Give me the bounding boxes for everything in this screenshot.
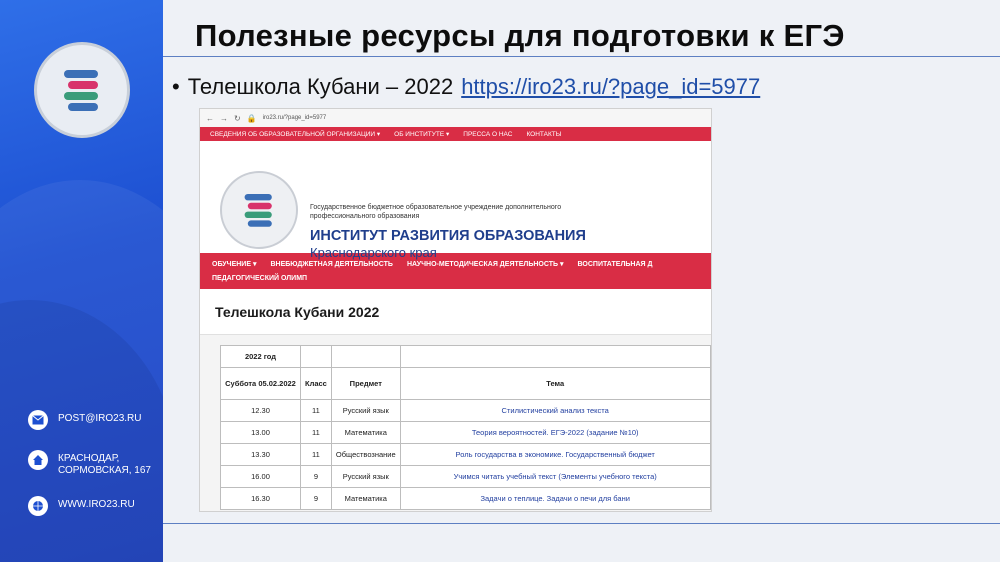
org-region: Краснодарского края (310, 245, 437, 260)
iro-logo (34, 42, 130, 138)
time-cell: 13.30 (221, 444, 301, 466)
contact-website[interactable] (28, 496, 135, 516)
table-cell (301, 346, 332, 368)
grade-cell: 11 (301, 444, 332, 466)
header-subject: Предмет (331, 368, 400, 400)
home-icon (28, 450, 48, 470)
reload-icon: ↻ (234, 113, 241, 123)
sidebar (0, 0, 163, 562)
subject-cell: Математика (331, 488, 400, 510)
contact-address-text: КРАСНОДАР, СОРМОВСКАЯ, 167 (58, 453, 151, 476)
subject-cell: Обществознание (331, 444, 400, 466)
table-cell (400, 346, 710, 368)
page-title: Телешкола Кубани 2022 (200, 289, 711, 335)
org-name: ИНСТИТУТ РАЗВИТИЯ ОБРАЗОВАНИЯ (310, 228, 586, 244)
subject-cell: Русский язык (331, 466, 400, 488)
time-cell: 16.30 (221, 488, 301, 510)
table-row (221, 400, 711, 422)
grade-cell: 9 (301, 488, 332, 510)
main-nav-item: ОБУЧЕНИЕ ▾ (212, 261, 257, 268)
main-nav-item: ВОСПИТАТЕЛЬНАЯ Д (577, 260, 653, 268)
grade-cell: 11 (301, 422, 332, 444)
topic-link: Задачи о теплице. Задачи о печи для бани (400, 488, 710, 510)
main-nav-item: НАУЧНО-МЕТОДИЧЕСКАЯ ДЕЯТЕЛЬНОСТЬ ▾ (406, 261, 564, 268)
grade-cell: 9 (301, 466, 332, 488)
browser-address-bar (200, 109, 711, 127)
table-header-row (221, 368, 711, 400)
contact-email[interactable] (28, 410, 142, 430)
contact-email-text: POST@IRO23.RU (58, 413, 142, 424)
top-nav-item: ПРЕССА О НАС (463, 130, 513, 138)
top-nav-item: ОБ ИНСТИТУТЕ ▾ (394, 131, 450, 138)
bullet-text: Телешкола Кубани – 2022 (187, 74, 454, 99)
time-cell: 16.00 (221, 466, 301, 488)
topic-link: Теория вероятностей. ЕГЭ-2022 (задание №10) (400, 422, 710, 444)
bullet-item (172, 74, 760, 100)
mail-icon (28, 410, 48, 430)
site-header (200, 141, 711, 260)
topic-link: Роль государства в экономике. Государственный бюджет (400, 444, 710, 466)
page-content (200, 335, 711, 512)
forward-icon: → (220, 113, 228, 123)
grade-cell: 11 (301, 400, 332, 422)
time-cell: 12.30 (221, 400, 301, 422)
bullet-link[interactable]: https://iro23.ru/?page_id=5977 (461, 74, 761, 99)
topic-link: Учимся читать учебный текст (Элементы учебного текста) (400, 466, 710, 488)
table-row (221, 346, 711, 368)
bullet-marker: • (172, 74, 180, 99)
main-nav-item: ВНЕБЮДЖЕТНАЯ ДЕЯТЕЛЬНОСТЬ (270, 260, 393, 268)
slide-title: Полезные ресурсы для подготовки к ЕГЭ (195, 18, 845, 53)
main-nav-item: ПЕДАГОГИЧЕСКИЙ ОЛИМП (212, 274, 308, 282)
table-row (221, 466, 711, 488)
title-divider (163, 56, 1000, 57)
url-text: iro23.ru/?page_id=5977 (262, 115, 327, 121)
table-row (221, 488, 711, 510)
schedule-table (220, 345, 711, 510)
org-description: Государственное бюджетное образовательное учреждение дополнительного профессионального образования (310, 204, 562, 220)
day-cell: Суббота 05.02.2022 (221, 368, 301, 400)
back-icon: ← (206, 113, 214, 123)
site-logo (220, 171, 298, 249)
contact-address (28, 450, 158, 477)
contact-website-text: WWW.IRO23.RU (58, 499, 135, 510)
header-topic: Тема (400, 368, 710, 400)
table-row (221, 422, 711, 444)
subject-cell: Математика (331, 422, 400, 444)
globe-icon (28, 496, 48, 516)
subject-cell: Русский язык (331, 400, 400, 422)
table-row (221, 444, 711, 466)
top-nav (200, 127, 711, 141)
topic-link: Стилистический анализ текста (400, 400, 710, 422)
time-cell: 13.00 (221, 422, 301, 444)
header-grade: Класс (301, 368, 332, 400)
year-cell: 2022 год (221, 346, 301, 368)
top-nav-item: СВЕДЕНИЯ ОБ ОБРАЗОВАТЕЛЬНОЙ ОРГАНИЗАЦИИ ▾ (210, 131, 381, 138)
top-nav-item: КОНТАКТЫ (526, 130, 562, 138)
website-screenshot (199, 108, 712, 512)
lock-icon: 🔒 (246, 113, 257, 123)
table-cell (331, 346, 400, 368)
bottom-divider (163, 523, 1000, 524)
main-nav (200, 253, 711, 289)
